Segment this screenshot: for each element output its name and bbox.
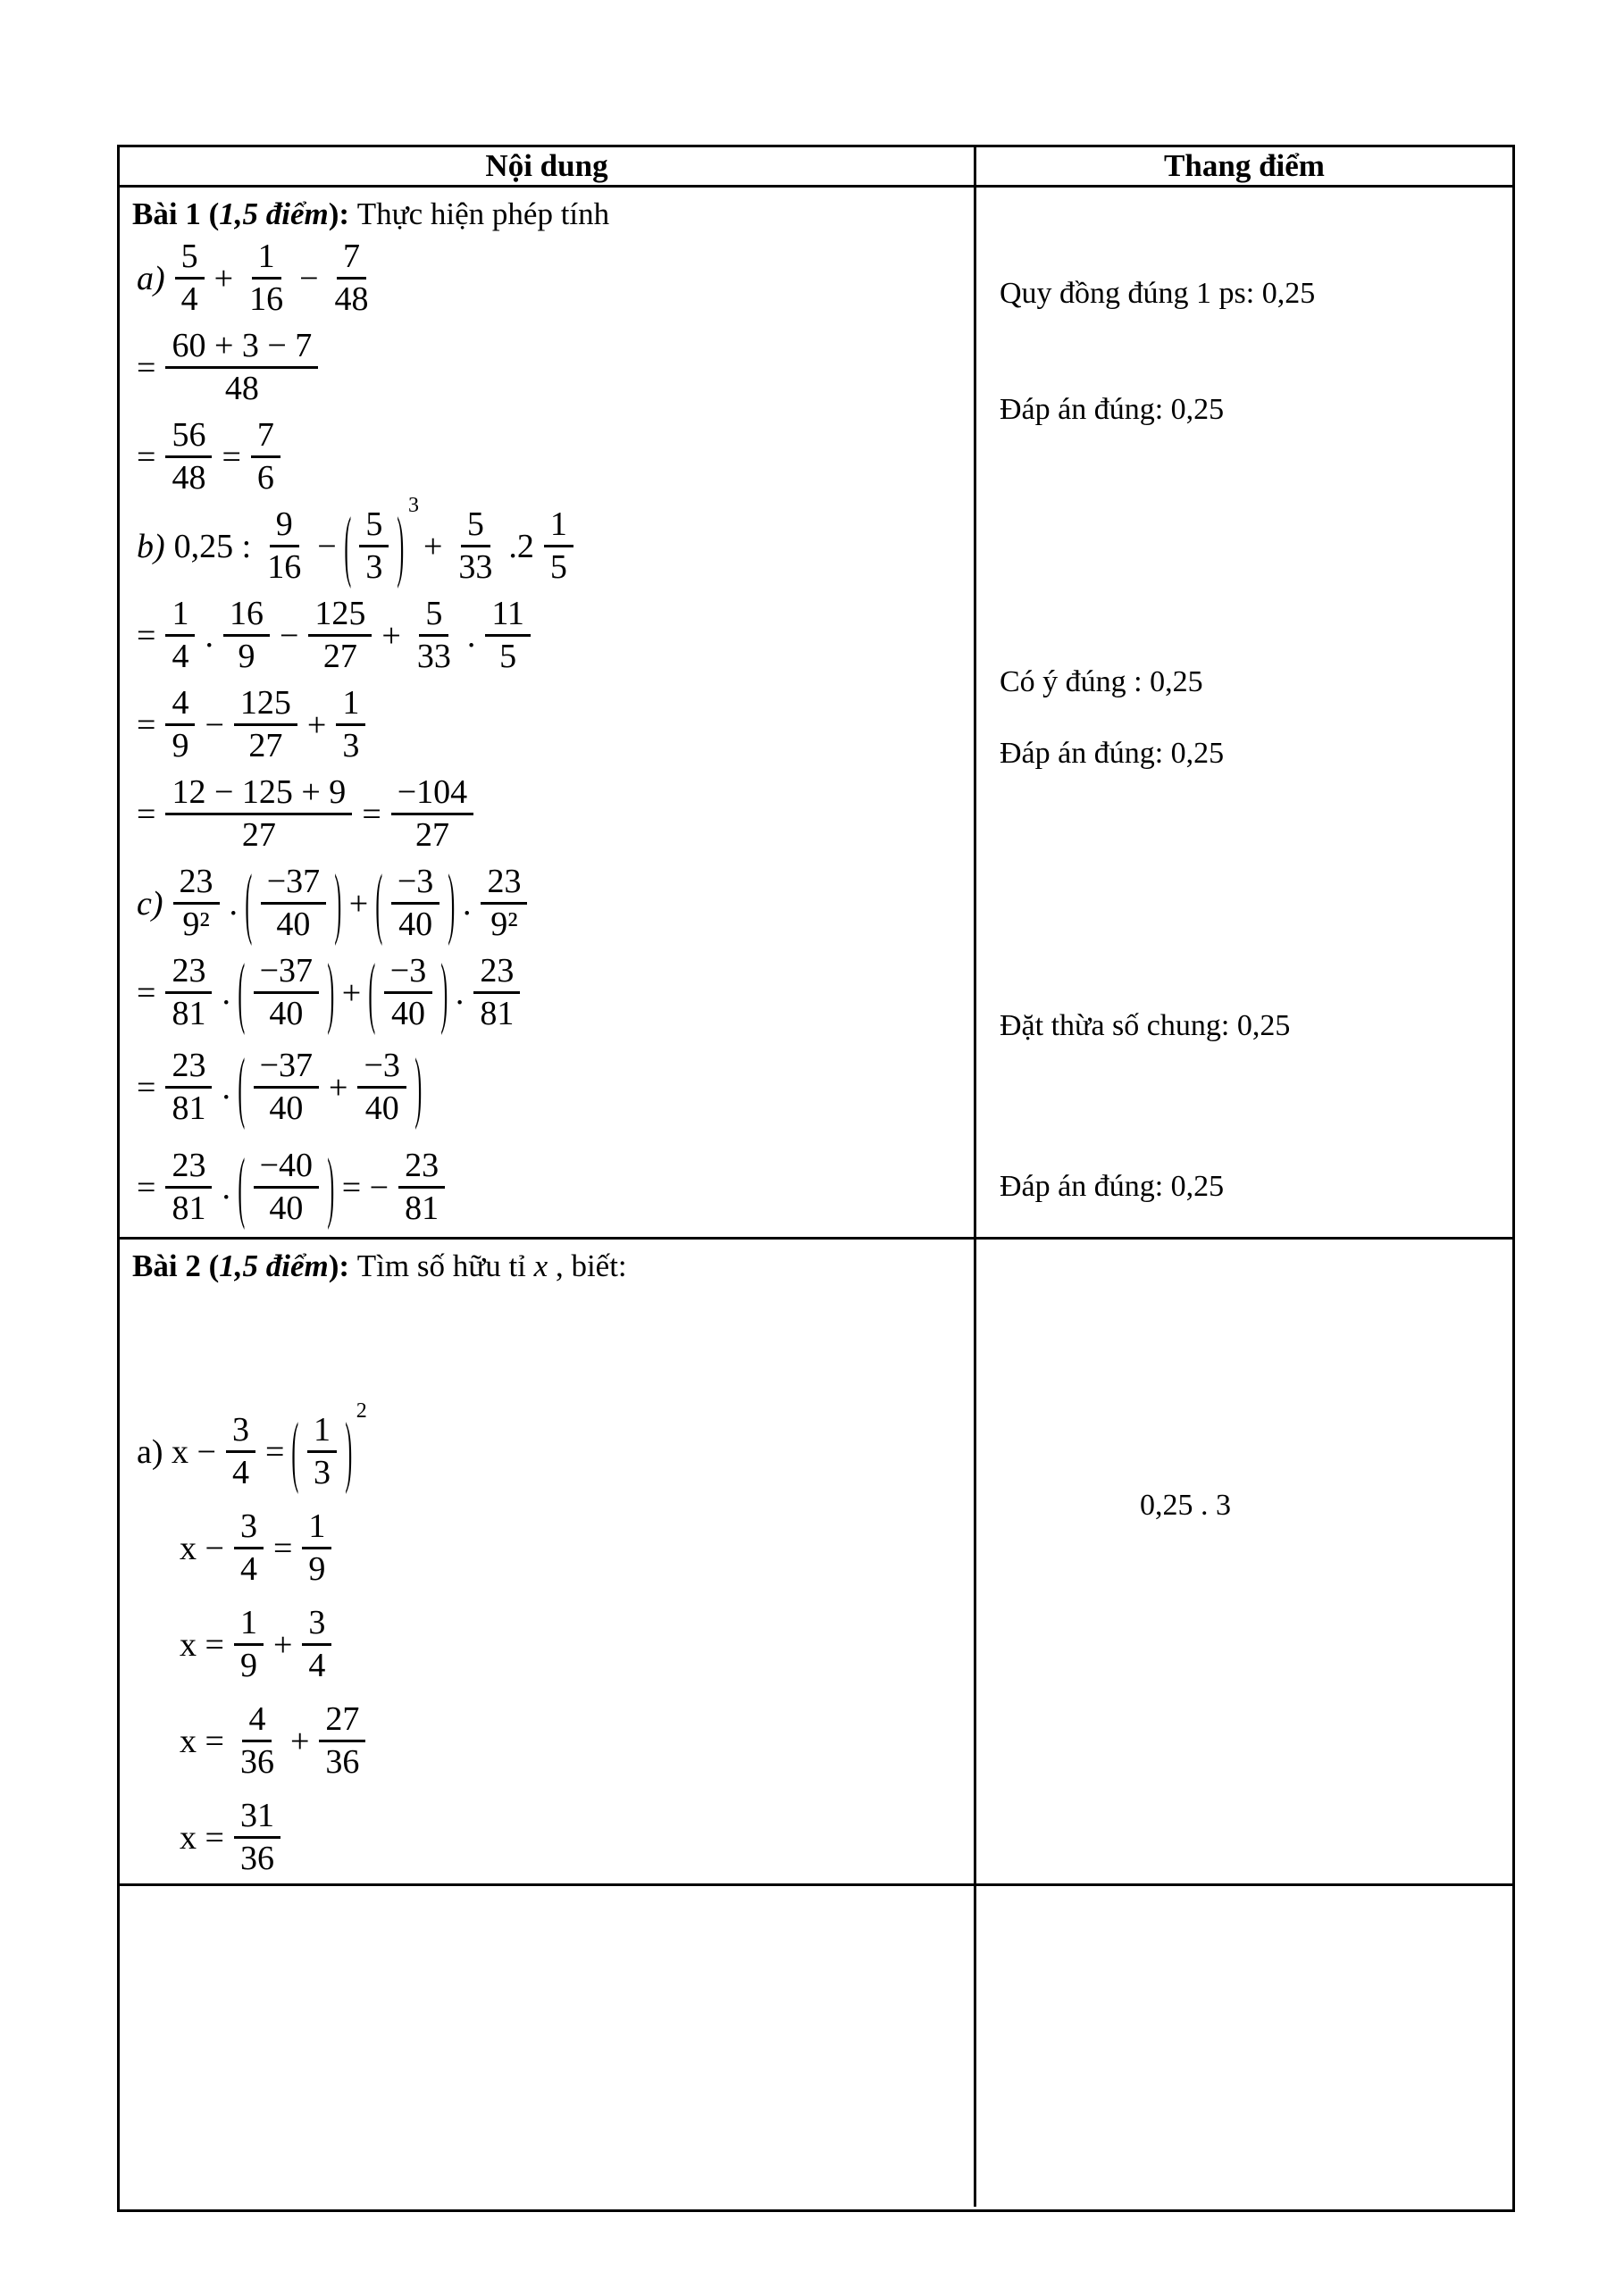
score-cell-exercise-1 <box>976 188 1512 1237</box>
score-item: Đặt thừa số chung: 0,25 <box>1000 1009 1291 1042</box>
title-text-run: Thực hiện phép tính <box>356 196 610 231</box>
math-text: = <box>362 795 381 833</box>
math-line <box>132 948 974 1038</box>
fraction: $\frac{5}{3}$ <box>359 506 389 586</box>
table-header-row <box>120 147 1512 188</box>
exponent: 2 <box>356 1398 367 1423</box>
title-text-run: 1,5 điểm <box>219 1248 329 1283</box>
title-text-run: x <box>533 1248 548 1283</box>
math-text: = <box>137 705 156 744</box>
math-text: x − <box>180 1529 224 1567</box>
math-line <box>132 1038 974 1138</box>
math-text: . <box>229 884 239 923</box>
fraction: $\frac{-37}{40}$ <box>254 953 319 1032</box>
math-text: = <box>264 1432 285 1471</box>
math-line <box>132 1138 974 1238</box>
math-text: x = <box>180 1722 224 1760</box>
title-text-run: 1,5 điểm <box>219 196 329 231</box>
score-cell-empty <box>976 1886 1512 2207</box>
math-text: = <box>137 1168 156 1206</box>
math-text: − <box>317 527 337 565</box>
fraction: $\frac{125}{27}$ <box>234 685 297 764</box>
fraction: $\frac{1}{16}$ <box>249 238 284 319</box>
fraction: $\frac{125}{27}$ <box>308 596 372 675</box>
fraction: $\frac{-3}{40}$ <box>391 864 439 943</box>
title-text-run: Bài 2 ( <box>132 1248 220 1283</box>
math-line <box>132 591 974 680</box>
math-text: b) <box>137 527 165 565</box>
table-row-exercise-1 <box>120 188 1512 1240</box>
exercise-2-title <box>120 1240 974 1286</box>
math-text: = <box>137 1068 156 1106</box>
fraction: $\frac{23}{81}$ <box>165 1148 212 1227</box>
title-text-run: ): <box>328 196 357 231</box>
score-item: Đáp án đúng: 0,25 <box>1000 1170 1225 1203</box>
left-paren: ( <box>238 1043 246 1132</box>
right-paren: ) <box>440 948 448 1038</box>
math-text: + <box>423 527 443 565</box>
fraction: $\frac{-104}{27}$ <box>391 774 473 854</box>
math-text: + <box>306 705 327 744</box>
math-text: + <box>272 1625 293 1664</box>
score-item: 0,25 . 3 <box>1140 1489 1231 1522</box>
right-paren: ) <box>334 859 342 948</box>
fraction: $\frac{1}{4}$ <box>165 596 195 675</box>
right-paren: ) <box>345 1407 353 1497</box>
exercise-2-solution-steps <box>120 1398 974 1886</box>
fraction: $\frac{3}{4}$ <box>302 1605 331 1684</box>
fraction: $\frac{-37}{40}$ <box>261 864 326 943</box>
fraction: $\frac{12 - 125 + 9}{27}$ <box>165 774 352 854</box>
math-text: .2 <box>508 527 534 565</box>
fraction: $\frac{-40}{40}$ <box>254 1148 319 1227</box>
table-row-empty <box>120 1886 1512 2207</box>
fraction: $\frac{3}{4}$ <box>226 1412 255 1491</box>
fraction: $\frac{5}{33}$ <box>458 505 493 587</box>
header-content-column: Nội dung <box>120 147 976 185</box>
math-text: = − <box>341 1168 389 1206</box>
math-text: a) x − <box>137 1432 216 1471</box>
score-item: Đáp án đúng: 0,25 <box>1000 393 1225 426</box>
math-line <box>132 770 974 859</box>
right-paren: ) <box>397 502 405 591</box>
math-text: . <box>462 884 472 923</box>
content-cell-exercise-1 <box>120 188 976 1237</box>
math-text: c) <box>137 884 163 923</box>
math-text: . <box>205 616 213 655</box>
math-text: = <box>137 348 156 387</box>
math-text: + <box>348 884 369 923</box>
math-text: . <box>466 616 476 655</box>
right-paren: ) <box>414 1043 423 1132</box>
title-text-run: Bài 1 ( <box>132 196 220 231</box>
math-line <box>132 413 974 502</box>
fraction: $\frac{31}{36}$ <box>234 1798 280 1877</box>
score-cell-exercise-2 <box>976 1240 1512 1883</box>
math-line <box>175 1693 974 1790</box>
math-text: = <box>137 438 156 476</box>
left-paren: ( <box>245 859 253 948</box>
fraction: $\frac{56}{48}$ <box>165 417 212 497</box>
left-paren: ( <box>368 948 376 1038</box>
math-text: + <box>341 973 362 1012</box>
left-paren: ( <box>238 1143 246 1232</box>
math-text: . <box>455 973 465 1012</box>
table-row-exercise-2 <box>120 1240 1512 1886</box>
fraction: $\frac{7}{48}$ <box>334 238 369 319</box>
math-text: = <box>222 438 241 476</box>
right-paren: ) <box>327 948 335 1038</box>
score-item: Có ý đúng : 0,25 <box>1000 665 1203 698</box>
left-paren: ( <box>238 948 246 1038</box>
math-text: a) <box>137 259 165 297</box>
rubric-table <box>117 145 1515 2212</box>
math-text: = <box>137 973 156 1012</box>
math-text: = <box>137 616 156 655</box>
fraction: $\frac{23}{81}$ <box>165 953 212 1032</box>
math-text: = <box>272 1529 293 1567</box>
title-text-run: Tìm số hữu tỉ <box>356 1248 534 1283</box>
math-text: x = <box>180 1625 224 1664</box>
fraction: $\frac{60 + 3 - 7}{48}$ <box>165 328 318 407</box>
fraction: $\frac{11}{5}$ <box>485 596 531 675</box>
math-line <box>132 323 974 413</box>
math-text: . <box>222 1068 230 1106</box>
math-text: − <box>279 616 299 655</box>
fraction: $\frac{1}{3}$ <box>307 1412 337 1491</box>
math-text: x = <box>180 1818 224 1857</box>
left-paren: ( <box>344 502 351 591</box>
math-text: 0,25 : <box>173 527 252 565</box>
fraction: $\frac{5}{4}$ <box>175 238 205 318</box>
math-line <box>132 680 974 770</box>
fraction: $\frac{23}{81}$ <box>473 953 520 1032</box>
math-text: = <box>137 795 156 833</box>
left-paren: ( <box>375 859 383 948</box>
fraction: $\frac{4}{9}$ <box>165 685 195 764</box>
math-text: − <box>205 705 224 744</box>
exercise-1-solution-steps <box>120 234 974 1238</box>
fraction: $\frac{7}{6}$ <box>251 417 280 497</box>
title-text-run: , biết: <box>548 1248 627 1283</box>
fraction: $\frac{23}{\text{9²}}$ <box>481 864 527 943</box>
fraction: $\frac{5}{33}$ <box>416 595 451 676</box>
math-line <box>132 859 974 948</box>
content-cell-exercise-2 <box>120 1240 976 1883</box>
right-paren: ) <box>327 1143 335 1232</box>
score-item: Đáp án đúng: 0,25 <box>1000 737 1225 770</box>
header-score-column: Thang điểm <box>1164 148 1325 183</box>
fraction: $\frac{27}{36}$ <box>319 1701 365 1781</box>
math-text: + <box>289 1722 310 1760</box>
fraction: $\frac{1}{9}$ <box>302 1508 331 1588</box>
fraction: $\frac{23}{81}$ <box>398 1148 445 1227</box>
fraction: $\frac{23}{81}$ <box>165 1048 212 1127</box>
fraction: $\frac{23}{\text{9²}}$ <box>173 864 220 943</box>
math-text: . <box>222 973 230 1012</box>
content-cell-empty <box>120 1886 976 2207</box>
right-paren: ) <box>448 859 456 948</box>
exercise-1-title <box>120 188 974 234</box>
exponent: 3 <box>407 493 419 517</box>
math-line <box>132 493 974 591</box>
math-line <box>175 1790 974 1886</box>
math-line <box>175 1597 974 1693</box>
title-text-run: ): <box>328 1248 357 1283</box>
math-text: + <box>329 1068 348 1106</box>
left-paren: ( <box>291 1407 299 1497</box>
fraction: $\frac{9}{16}$ <box>267 505 302 587</box>
fraction: $\frac{1}{9}$ <box>234 1605 264 1684</box>
fraction: $\frac{1}{5}$ <box>544 506 573 586</box>
math-line <box>132 1398 974 1500</box>
math-text: − <box>299 259 319 297</box>
fraction: $\frac{16}{9}$ <box>223 596 270 675</box>
fraction: $\frac{-37}{40}$ <box>254 1048 319 1127</box>
math-line <box>175 1500 974 1597</box>
fraction: $\frac{1}{3}$ <box>336 685 365 764</box>
fraction: $\frac{3}{4}$ <box>234 1508 264 1588</box>
math-text: + <box>213 259 234 297</box>
score-item: Quy đồng đúng 1 ps: 0,25 <box>1000 277 1316 310</box>
math-text: + <box>381 616 401 655</box>
fraction: $\frac{4}{36}$ <box>239 1700 274 1782</box>
math-text: . <box>222 1168 230 1206</box>
math-line <box>132 234 974 323</box>
fraction: $\frac{-3}{40}$ <box>384 953 432 1032</box>
fraction: $\frac{-3}{40}$ <box>357 1048 406 1127</box>
